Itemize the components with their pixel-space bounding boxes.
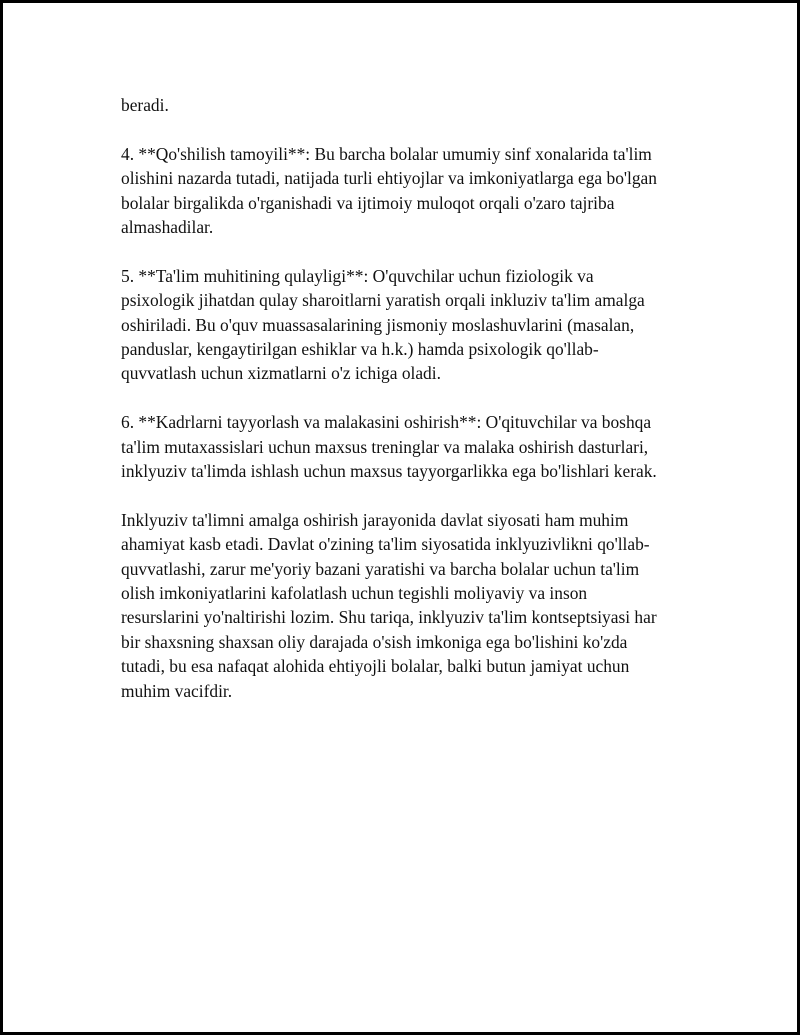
text-line: Inklyuziv ta'limni amalga oshirish jarayonida davlat siyosati ham muhim (121, 509, 629, 530)
text-line: olishini nazarda tutadi, natijada turli ehtiyojlar va imkoniyatlarga ega bo'lgan (121, 168, 657, 189)
text-line: ta'lim mutaxassislari uchun maxsus treninglar va malaka oshirish dasturlari, (121, 436, 649, 457)
text-line: bolalar birgalikda o'rganishadi va ijtimoiy muloqot orqali o'zaro tajriba (121, 192, 615, 213)
text-line: almashadilar. (121, 217, 214, 238)
paragraph-item-4 (121, 142, 696, 240)
document-body (121, 93, 696, 727)
paragraph-item-6 (121, 410, 696, 483)
text-line: ahamiyat kasb etadi. Davlat o'zining ta'lim siyosatida inklyuzivlikni qo'llab- (121, 534, 650, 555)
text-line: 6. **Kadrlarni tayyorlash va malakasini oshirish**: O'qituvchilar va boshqa (121, 412, 652, 433)
text-line: oshiriladi. Bu o'quv muassasalarining jismoniy moslashuvlarini (masalan, (121, 314, 635, 335)
text-line: psixologik jihatdan qulay sharoitlarni yaratish orqali inkluziv ta'lim amalga (121, 290, 645, 311)
text-line: olish imkoniyatlarini kafolatlash uchun tegishli moliyaviy va inson (121, 583, 588, 604)
text-line: bir shaxsning shaxsan oliy darajada o'sish imkoniga ega bo'lishini ko'zda (121, 631, 628, 652)
text-line: muhim vacifdir. (121, 680, 233, 701)
text-line: tutadi, bu esa nafaqat alohida ehtiyojli bolalar, balki butun jamiyat uchun (121, 656, 630, 677)
text-line: quvvatlashi, zarur me'yoriy bazani yaratishi va barcha bolalar uchun ta'lim (121, 558, 640, 579)
paragraph-conclusion (121, 508, 696, 703)
paragraph-continuation (121, 93, 696, 117)
text-line: resurslarini yo'naltirishi lozim. Shu tariqa, inklyuziv ta'lim kontseptsiyasi har (121, 607, 657, 628)
paragraph-item-5 (121, 264, 696, 386)
text-line: quvvatlash uchun xizmatlarni o'z ichiga oladi. (121, 363, 441, 384)
text-line: beradi. (121, 95, 169, 115)
text-line: inklyuziv ta'limda ishlash uchun maxsus tayyorgarlikka ega bo'lishlari kerak. (121, 461, 657, 482)
text-line: 5. **Ta'lim muhitining qulayligi**: O'quvchilar uchun fiziologik va (121, 265, 594, 286)
text-line: 4. **Qo'shilish tamoyili**: Bu barcha bolalar umumiy sinf xonalarida ta'lim (121, 143, 652, 164)
text-line: panduslar, kengaytirilgan eshiklar va h.k.) hamda psixologik qo'llab- (121, 339, 599, 360)
